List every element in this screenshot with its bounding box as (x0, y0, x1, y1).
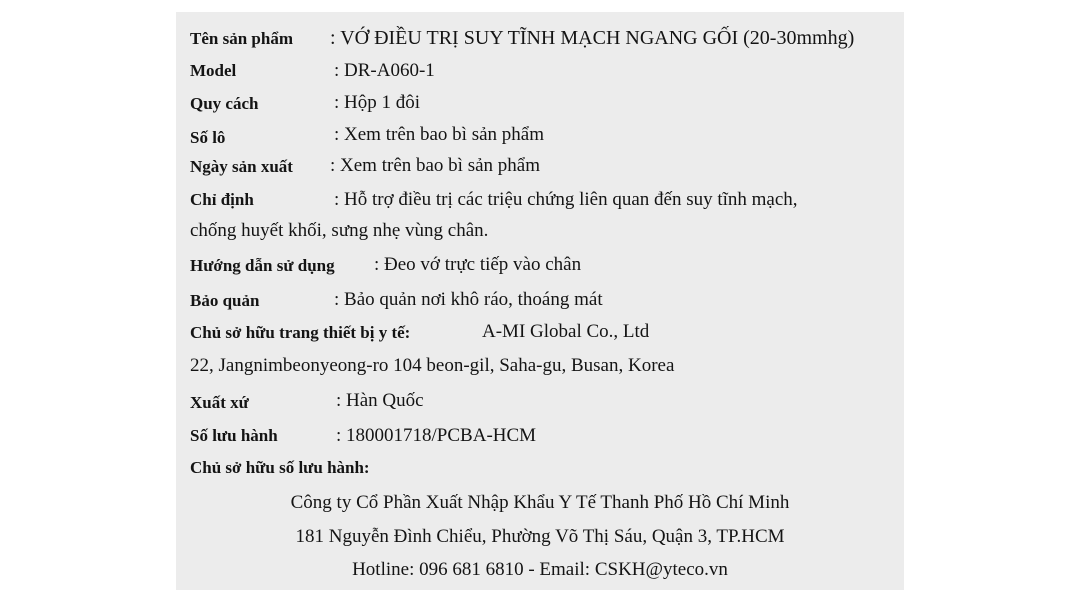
model-value: : DR-A060-1 (334, 60, 435, 81)
device-owner-value: A-MI Global Co., Ltd (482, 321, 650, 342)
registration-owner-label: Chủ sở hữu số lưu hành: (190, 458, 370, 477)
device-owner-address: 22, Jangnimbeonyeong-ro 104 beon-gil, Saha-gu, Busan, Korea (190, 355, 675, 376)
storage-label: Bảo quản (190, 291, 260, 310)
product-name-value: : VỚ ĐIỀU TRỊ SUY TĨNH MẠCH NGANG GỐI (20-30mmhg) (330, 27, 855, 49)
lot-value: : Xem trên bao bì sản phẩm (334, 124, 545, 145)
usage-value: : Đeo vớ trực tiếp vào chân (374, 254, 582, 275)
indication-value: : Hỗ trợ điều trị các triệu chứng liên quan đến suy tĩnh mạch, (334, 189, 798, 210)
indication-label: Chỉ định (190, 190, 254, 209)
registration-value: : 180001718/PCBA-HCM (336, 425, 537, 446)
storage-value: : Bảo quản nơi khô ráo, thoáng mát (334, 289, 603, 310)
spec-value: : Hộp 1 đôi (334, 92, 421, 113)
registration-owner-contact: Hotline: 096 681 6810 - Email: CSKH@yteco.vn (352, 559, 728, 580)
registration-owner-company: Công ty Cổ Phần Xuất Nhập Khẩu Y Tế Thanh Phố Hồ Chí Minh (290, 492, 790, 513)
spec-label: Quy cách (190, 94, 259, 113)
product-label-card (176, 12, 904, 590)
lot-label: Số lô (190, 128, 226, 147)
registration-label: Số lưu hành (190, 426, 278, 445)
usage-label: Hướng dẫn sử dụng (190, 256, 335, 275)
origin-value: : Hàn Quốc (336, 390, 424, 411)
mfg-date-label: Ngày sản xuất (190, 157, 293, 176)
origin-label: Xuất xứ (190, 393, 249, 412)
indication-value-continued: chống huyết khối, sưng nhẹ vùng chân. (190, 220, 489, 241)
product-name-label: Tên sản phẩm (190, 29, 293, 48)
model-label: Model (190, 61, 237, 80)
registration-owner-address: 181 Nguyễn Đình Chiểu, Phường Võ Thị Sáu, Quận 3, TP.HCM (295, 526, 785, 547)
device-owner-label: Chủ sở hữu trang thiết bị y tế: (190, 323, 411, 342)
mfg-date-value: : Xem trên bao bì sản phẩm (330, 155, 541, 176)
